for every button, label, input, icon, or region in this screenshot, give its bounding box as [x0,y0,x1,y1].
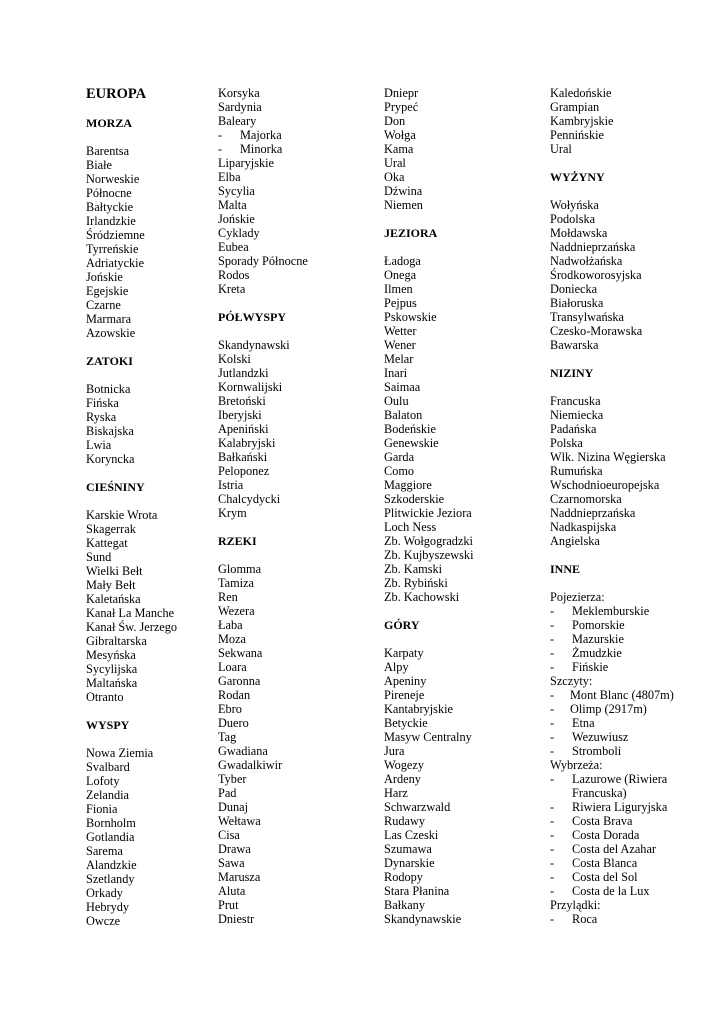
list-item: Grampian [550,100,600,114]
bullet-text: Wezuwiusz [572,730,629,744]
list-item: Baleary [218,114,257,128]
list-item: Svalbard [86,760,130,774]
spacer [384,212,534,226]
bullet-dash: - [550,912,555,926]
bullet-item [550,828,715,842]
list-item: Tyrreńskie [86,242,139,256]
bullet-item [550,856,715,870]
list-item: Don [384,114,406,128]
list-item: Garonna [218,674,261,688]
bullet-item [550,730,715,744]
list-item: Dunaj [218,800,249,814]
list-item: Zb. Rybiński [384,576,448,590]
bullet-text: Mazurskie [572,632,624,646]
list-item: Kanał La Manche [86,606,175,620]
spacer [86,704,206,718]
list-item: Czarnomorska [550,492,622,506]
list-item: Sycylia [218,184,255,198]
list-item: Krym [218,506,247,520]
list-item: Betyckie [384,716,428,730]
list-item: Sporady Północne [218,254,308,268]
list-item: Rodan [218,688,251,702]
list-item: Kaletańska [86,592,141,606]
section-heading: NIZINY [550,366,594,380]
list-item: Apeniny [384,674,427,688]
spacer [550,548,715,562]
list-item: Loara [218,660,247,674]
bullet-text: Majorka [240,128,282,142]
bullet-dash: - [218,142,223,156]
spacer [86,340,206,354]
list-item: Ardeny [384,772,421,786]
list-item: Zb. Kamski [384,562,443,576]
bullet-dash: - [550,856,555,870]
section-heading: GÓRY [384,618,420,632]
list-item: Transylwańska [550,310,625,324]
list-item: Fińska [86,396,119,410]
list-item: Tyber [218,772,247,786]
section-heading: ZATOKI [86,354,133,368]
list-item: Skandynawski [218,338,290,352]
document-title: EUROPA [86,86,147,102]
list-item: Prut [218,898,239,912]
list-item: Łaba [218,618,243,632]
bullet-dash: - [550,702,555,716]
list-item: Wener [384,338,416,352]
bullet-text: Costa del Sol [572,870,638,884]
column-3 [384,86,534,926]
list-item: Eubea [218,240,249,254]
list-item: Ładoga [384,254,421,268]
list-item: Kornwalijski [218,380,283,394]
list-item: Lwia [86,438,112,452]
list-item: Czarne [86,298,121,312]
list-item: Azowskie [86,326,136,340]
list-item: Polska [550,436,583,450]
bullet-text: Costa Blanca [572,856,638,870]
list-item: Kambryjskie [550,114,614,128]
list-item: Apeniński [218,422,269,436]
list-item: Ren [218,590,238,604]
list-item: Kama [384,142,414,156]
list-item: Kreta [218,282,246,296]
list-item: Skagerrak [86,522,136,536]
list-item: Lofoty [86,774,120,788]
list-item: Ebro [218,702,242,716]
list-item: Fionia [86,802,118,816]
list-item: Sycylijska [86,662,138,676]
list-item: Sarema [86,844,123,858]
list-item: Naddnieprzańska [550,240,636,254]
list-item: Kaledońskie [550,86,612,100]
list-item: Malta [218,198,247,212]
list-item: Otranto [86,690,124,704]
list-item: Szetlandy [86,872,135,886]
list-item: Bornholm [86,816,136,830]
bullet-dash: - [550,772,555,786]
bullet-item [550,870,715,884]
list-item: Korsyka [218,86,260,100]
list-item: Ilmen [384,282,413,296]
list-item: Plitwickie Jeziora [384,506,472,520]
bullet-text: Riwiera Liguryjska [572,800,668,814]
list-item: Ural [384,156,406,170]
list-item: Szczyty: [550,674,593,688]
list-item: Dynarskie [384,856,435,870]
list-item: Rodos [218,268,250,282]
list-item: Wogezy [384,758,424,772]
bullet-text: Costa Dorada [572,828,640,842]
spacer [218,296,368,310]
list-item: Kattegat [86,536,128,550]
list-item: Sund [86,550,112,564]
list-item: Sardynia [218,100,262,114]
list-item: Wybrzeża: [550,758,603,772]
list-item: Las Czeski [384,828,439,842]
bullet-text: Fińskie [572,660,609,674]
list-item: Adriatyckie [86,256,145,270]
list-item: Cisa [218,828,240,842]
list-item: Białe [86,158,112,172]
bullet-text: Etna [572,716,595,730]
list-item: Peloponez [218,464,270,478]
list-item: Irlandzkie [86,214,136,228]
list-item: Zb. Wołgogradzki [384,534,473,548]
bullet-item [550,618,715,632]
bullet-dash: - [550,688,555,702]
list-item: Przylądki: [550,898,601,912]
list-item: Pireneje [384,688,425,702]
section-heading: PÓŁWYSPY [218,310,287,324]
list-item: Śródziemne [86,228,145,242]
list-item: Kantabryjskie [384,702,453,716]
list-item: Alandzkie [86,858,137,872]
list-item: Mesyńska [86,648,136,662]
spacer [550,156,715,170]
list-item: Niemiecka [550,408,604,422]
spacer [86,466,206,480]
list-item: Masyw Centralny [384,730,472,744]
column-1 [86,86,206,928]
list-item: Pejpus [384,296,417,310]
list-item: Egejskie [86,284,129,298]
list-item: Bretoński [218,394,266,408]
bullet-item [550,912,715,926]
list-item: Bałkański [218,450,268,464]
list-item: Drawa [218,842,251,856]
bullet-dash: - [218,128,223,142]
list-item: Gibraltarska [86,634,147,648]
list-item: Koryncka [86,452,135,466]
bullet-item [218,142,368,156]
list-item: Cyklady [218,226,260,240]
list-item: Wołga [384,128,416,142]
list-item: Biskajska [86,424,134,438]
list-item: Tag [218,730,237,744]
list-item: Szumawa [384,842,432,856]
list-item: Zelandia [86,788,130,802]
bullet-item [550,632,715,646]
list-item: Genewskie [384,436,439,450]
section-heading: WYŻYNY [550,170,605,184]
list-item: Maltańska [86,676,138,690]
list-item: Pskowskie [384,310,437,324]
section-heading: INNE [550,562,581,576]
list-item: Skandynawskie [384,912,462,926]
list-item: Zb. Kachowski [384,590,460,604]
list-item: Kalabryjski [218,436,276,450]
list-item: Loch Ness [384,520,437,534]
list-item: Melar [384,352,414,366]
bullet-item [550,716,715,730]
list-item: Naddnieprzańska [550,506,636,520]
list-item: Wielki Bełt [86,564,143,578]
list-item: Francuska [550,394,601,408]
list-item: Sekwana [218,646,263,660]
bullet-text: Costa de la Lux [572,884,650,898]
bullet-text: Roca [572,912,598,926]
list-item: Elba [218,170,241,184]
list-item: Doniecka [550,282,598,296]
bullet-item [550,660,715,674]
list-item: Gwadiana [218,744,268,758]
bullet-text: Olimp (2917m) [570,702,647,716]
bullet-text: Pomorskie [572,618,625,632]
section-heading: CIEŚNINY [86,480,145,494]
list-item: Zb. Kujbyszewski [384,548,474,562]
list-item: Schwarzwald [384,800,451,814]
list-item: Chalcydycki [218,492,281,506]
list-item: Środkoworosyjska [550,268,642,282]
bullet-dash: - [550,870,555,884]
list-item: Harz [384,786,408,800]
bullet-dash: - [550,744,555,758]
section-heading: WYSPY [86,718,130,732]
bullet-item [550,772,715,800]
list-item: Wschodnioeuropejska [550,478,660,492]
list-item: Dźwina [384,184,423,198]
list-item: Karskie Wrota [86,508,158,522]
list-item: Wezera [218,604,255,618]
list-item: Jutlandzki [218,366,269,380]
spacer [550,352,715,366]
bullet-item [550,744,715,758]
list-item: Liparyjskie [218,156,275,170]
list-item: Glomma [218,562,262,576]
bullet-item [218,128,368,142]
list-item: Wołyńska [550,198,599,212]
bullet-dash: - [550,842,555,856]
bullet-item [550,688,715,702]
bullet-dash: - [550,618,555,632]
list-item: Wetter [384,324,417,338]
bullet-text: Lazurowe (Riwiera Francuska) [572,772,668,800]
bullet-text: Minorka [240,142,283,156]
bullet-item [550,702,715,716]
column-4 [550,86,715,926]
list-item: Sawa [218,856,245,870]
section-heading: JEZIORA [384,226,438,240]
list-item: Padańska [550,422,597,436]
list-item: Garda [384,450,415,464]
list-item: Istria [218,478,244,492]
list-item: Aluta [218,884,246,898]
list-item: Nadwołżańska [550,254,623,268]
section-heading: MORZA [86,116,132,130]
bullet-dash: - [550,800,555,814]
list-item: Prypeć [384,100,419,114]
list-item: Szkoderskie [384,492,445,506]
bullet-dash: - [550,604,555,618]
list-item: Północne [86,186,132,200]
list-item: Mały Bełt [86,578,136,592]
list-item: Pojezierza: [550,590,605,604]
list-item: Jońskie [218,212,255,226]
list-item: Wełtawa [218,814,261,828]
list-item: Moza [218,632,246,646]
list-item: Inari [384,366,408,380]
list-item: Iberyjski [218,408,262,422]
bullet-text: Mont Blanc (4807m) [570,688,674,702]
list-item: Bodeńskie [384,422,436,436]
list-item: Balaton [384,408,423,422]
list-item: Angielska [550,534,600,548]
list-item: Podolska [550,212,596,226]
list-item: Marmara [86,312,132,326]
bullet-text: Meklemburskie [572,604,650,618]
list-item: Karpaty [384,646,424,660]
list-item: Gotlandia [86,830,135,844]
bullet-dash: - [550,716,555,730]
list-item: Białoruska [550,296,604,310]
list-item: Tamiza [218,576,255,590]
bullet-text: Żmudzkie [572,646,622,660]
bullet-item [550,800,715,814]
list-item: Como [384,464,415,478]
spacer [218,520,368,534]
bullet-text: Stromboli [572,744,622,758]
list-item: Dniepr [384,86,419,100]
list-item: Rodopy [384,870,423,884]
list-item: Jońskie [86,270,123,284]
list-item: Bałkany [384,898,425,912]
list-item: Pennińskie [550,128,604,142]
bullet-item [550,604,715,618]
bullet-dash: - [550,814,555,828]
section-heading: RZEKI [218,534,257,548]
list-item: Marusza [218,870,261,884]
list-item: Nowa Ziemia [86,746,154,760]
list-item: Saimaa [384,380,421,394]
bullet-dash: - [550,632,555,646]
column-2 [218,86,368,926]
list-item: Oulu [384,394,409,408]
list-item: Mołdawska [550,226,608,240]
list-item: Maggiore [384,478,432,492]
list-item: Nadkaspijska [550,520,617,534]
list-item: Owcze [86,914,121,928]
bullet-text: Costa del Azahar [572,842,657,856]
list-item: Rumuńska [550,464,603,478]
list-item: Norweskie [86,172,140,186]
list-item: Onega [384,268,417,282]
bullet-dash: - [550,660,555,674]
list-item: Dniestr [218,912,255,926]
list-item: Niemen [384,198,423,212]
list-item: Wlk. Nizina Węgierska [550,450,666,464]
bullet-dash: - [550,730,555,744]
bullet-dash: - [550,884,555,898]
list-item: Kolski [218,352,251,366]
list-item: Pad [218,786,237,800]
list-item: Czesko-Morawska [550,324,643,338]
list-item: Jura [384,744,405,758]
list-item: Rudawy [384,814,425,828]
spacer [384,604,534,618]
list-item: Ryska [86,410,117,424]
list-item: Barentsa [86,144,130,158]
list-item: Bałtyckie [86,200,134,214]
list-item: Duero [218,716,249,730]
list-item: Orkady [86,886,123,900]
bullet-dash: - [550,646,555,660]
bullet-item [550,814,715,828]
bullet-dash: - [550,828,555,842]
list-item: Alpy [384,660,409,674]
bullet-item [550,646,715,660]
bullet-text: Costa Brava [572,814,633,828]
list-item: Gwadalkiwir [218,758,283,772]
list-item: Botnicka [86,382,131,396]
list-item: Hebrydy [86,900,130,914]
list-item: Bawarska [550,338,599,352]
list-item: Kanał Św. Jerzego [86,620,178,634]
list-item: Ural [550,142,572,156]
list-item: Stara Płanina [384,884,450,898]
bullet-item [550,884,715,898]
bullet-item [550,842,715,856]
list-item: Oka [384,170,405,184]
